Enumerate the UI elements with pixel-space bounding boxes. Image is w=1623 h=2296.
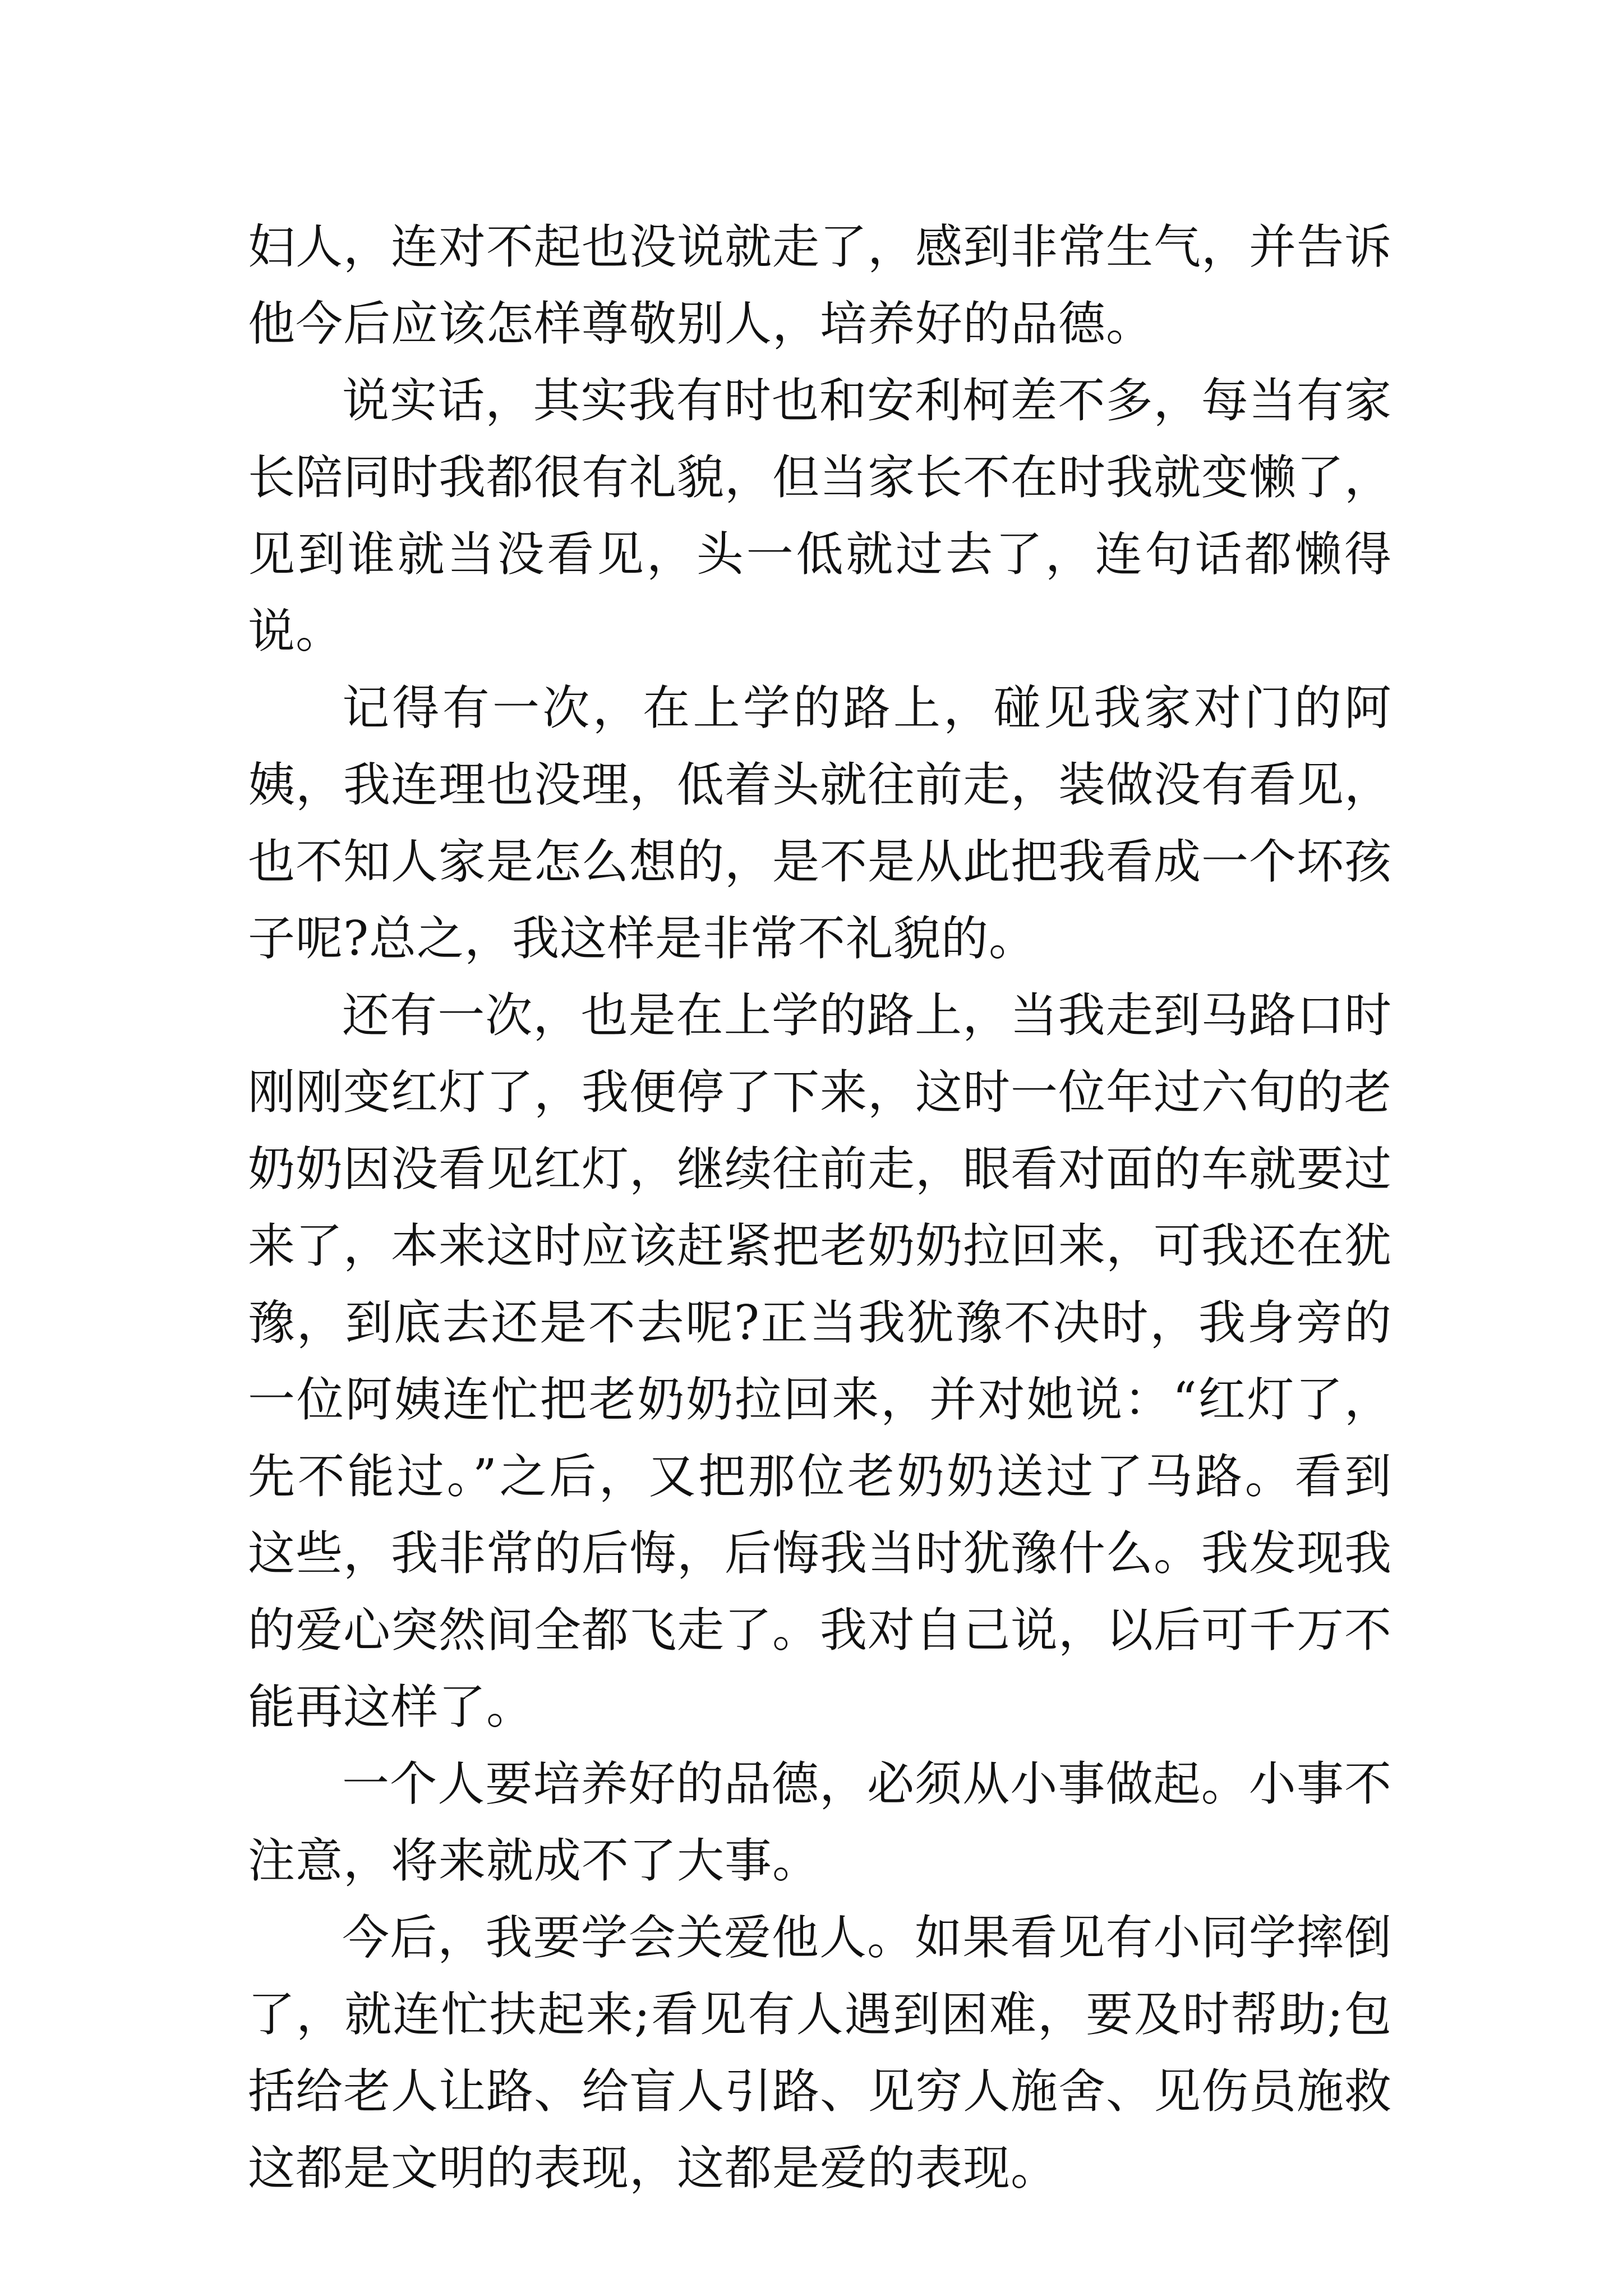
paragraph: 还有一次，也是在上学的路上，当我走到马路口时刚刚变红灯了，我便停了下来，这时一位年过六旬的老奶奶因没看见红灯，继续往前走，眼看对面的车就要过来了，本来这时应该赶紧把老奶奶拉回来，可我还在犹豫，到底去还是不去呢?正当我犹豫不决时，我身旁的一位阿姨连忙把老奶奶拉回来，并对她说：“红灯了，先不能过。”之后，又把那位老奶奶送过了马路。看到这些，我非常的后悔，后悔我当时犹豫什么。我发现我的爱心突然间全都飞走了。我对自己说，以后可千万不能再这样了。 bbox=[248, 988, 1393, 1734]
paragraph: 一个人要培养好的品德，必须从小事做起。小事不注意，将来就成不了大事。 bbox=[248, 1756, 1392, 1888]
paragraph: 记得有一次，在上学的路上，碰见我家对门的阿姨，我连理也没理，低着头就往前走，装做没有看见，也不知人家是怎么想的，是不是从此把我看成一个坏孩子呢?总之，我这样是非常不礼貌的。 bbox=[248, 680, 1393, 966]
paragraph-continuation: 妇人，连对不起也没说就走了，感到非常生气，并告诉他今后应该怎样尊敬别人，培养好的品德。 bbox=[248, 219, 1393, 351]
paragraph: 今后，我要学会关爱他人。如果看见有小同学摔倒了，就连忙扶起来;看见有人遇到困难，要及时帮助;包括给老人让路、给盲人引路、见穷人施舍、见伤员施救这都是文明的表现，这都是爱的表现。 bbox=[248, 1910, 1393, 2196]
paragraph: 说实话，其实我有时也和安利柯差不多，每当有家长陪同时我都很有礼貌，但当家长不在时我就变懒了，见到谁就当没看见，头一低就过去了，连句话都懒得说。 bbox=[248, 373, 1393, 659]
document-body bbox=[248, 209, 1392, 2207]
